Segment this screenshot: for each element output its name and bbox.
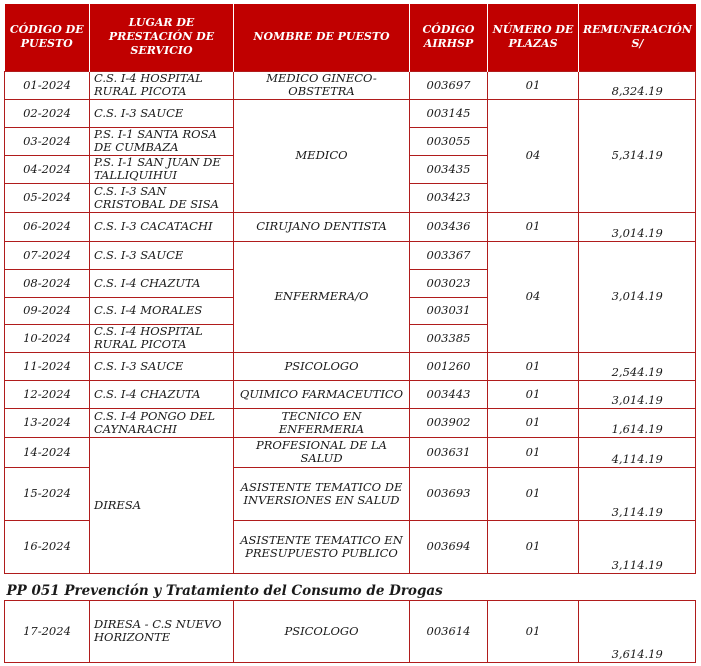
table-header-row [5,4,696,71]
table-row [5,241,696,269]
airhsp-cell: 003423 [410,183,488,212]
table-row [5,212,696,241]
plazas-cell: 01 [488,408,579,437]
nombre-cell-medico: MEDICO [234,99,410,212]
nombre-cell: TECNICO EN ENFERMERIA [234,408,410,437]
codigo-cell: 06-2024 [5,212,90,241]
airhsp-cell: 003023 [410,269,488,297]
table-row [5,352,696,380]
table-row [5,600,696,662]
codigo-cell: 02-2024 [5,99,90,127]
plazas-cell: 01 [488,467,579,520]
codigo-cell: 17-2024 [5,600,90,662]
nombre-cell: CIRUJANO DENTISTA [234,212,410,241]
airhsp-cell: 003145 [410,99,488,127]
lugar-cell: C.S. I-3 CACATACHI [90,212,234,241]
codigo-cell: 07-2024 [5,241,90,269]
remuneracion-cell: 3,114.19 [579,520,696,573]
lugar-cell: C.S. I-4 MORALES [90,297,234,324]
table-row [5,71,696,99]
codigo-cell: 04-2024 [5,155,90,183]
codigo-cell: 03-2024 [5,127,90,155]
nombre-cell: ASISTENTE TEMATICO DE INVERSIONES EN SALUD [234,467,410,520]
lugar-cell-diresa: DIRESA [90,437,234,573]
lugar-cell: C.S. I-3 SAUCE [90,99,234,127]
airhsp-cell: 003693 [410,467,488,520]
lugar-cell: C.S. I-4 PONGO DEL CAYNARACHI [90,408,234,437]
section-row [5,573,696,600]
nombre-cell: MEDICO GINECO-OBSTETRA [234,71,410,99]
nombre-cell: PSICOLOGO [234,352,410,380]
codigo-cell: 11-2024 [5,352,90,380]
airhsp-cell: 003436 [410,212,488,241]
codigo-cell: 01-2024 [5,71,90,99]
codigo-cell: 16-2024 [5,520,90,573]
airhsp-cell: 003435 [410,155,488,183]
lugar-cell: DIRESA - C.S NUEVO HORIZONTE [90,600,234,662]
lugar-cell: C.S. I-3 SAN CRISTOBAL DE SISA [90,183,234,212]
header-nombre: NOMBRE DE PUESTO [234,4,410,71]
nombre-cell-enfermera: ENFERMERA/O [234,241,410,352]
table-row [5,437,696,467]
header-lugar: LUGAR DE PRESTACIÓN DE SERVICIO [90,4,234,71]
remuneracion-cell-medico: 5,314.19 [579,99,696,212]
table-row [5,380,696,408]
plazas-cell-medico: 04 [488,99,579,212]
airhsp-cell: 001260 [410,352,488,380]
lugar-cell: C.S. I-4 HOSPITAL RURAL PICOTA [90,324,234,352]
remuneracion-cell: 3,114.19 [579,467,696,520]
codigo-cell: 09-2024 [5,297,90,324]
plazas-cell-enfermera: 04 [488,241,579,352]
plazas-cell: 01 [488,520,579,573]
codigo-cell: 05-2024 [5,183,90,212]
header-airhsp: CÓDIGO AIRHSP [410,4,488,71]
lugar-cell: C.S. I-3 SAUCE [90,241,234,269]
plazas-cell: 01 [488,352,579,380]
remuneracion-cell: 1,614.19 [579,408,696,437]
codigo-cell: 15-2024 [5,467,90,520]
table-row [5,99,696,127]
airhsp-cell: 003697 [410,71,488,99]
airhsp-cell: 003367 [410,241,488,269]
lugar-cell: P.S. I-1 SANTA ROSA DE CUMBAZA [90,127,234,155]
airhsp-cell: 003631 [410,437,488,467]
remuneracion-cell: 2,544.19 [579,352,696,380]
nombre-cell: QUIMICO FARMACEUTICO [234,380,410,408]
nombre-cell: PROFESIONAL DE LA SALUD [234,437,410,467]
codigo-cell: 12-2024 [5,380,90,408]
remuneracion-cell-enfermera: 3,014.19 [579,241,696,352]
lugar-cell: C.S. I-4 HOSPITAL RURAL PICOTA [90,71,234,99]
nombre-cell: PSICOLOGO [234,600,410,662]
header-remuneracion: REMUNERACIÓN S/ [579,4,696,71]
header-codigo-puesto: CÓDIGO DE PUESTO [5,4,90,71]
plazas-cell: 01 [488,380,579,408]
section-title: PP 051 Prevención y Tratamiento del Consumo de Drogas [5,573,696,600]
airhsp-cell: 003902 [410,408,488,437]
airhsp-cell: 003055 [410,127,488,155]
header-plazas: NÚMERO DE PLAZAS [488,4,579,71]
codigo-cell: 14-2024 [5,437,90,467]
plazas-table [4,4,696,663]
airhsp-cell: 003385 [410,324,488,352]
remuneracion-cell: 3,014.19 [579,212,696,241]
remuneracion-cell: 4,114.19 [579,437,696,467]
nombre-cell: ASISTENTE TEMATICO EN PRESUPUESTO PUBLICO [234,520,410,573]
airhsp-cell: 003694 [410,520,488,573]
lugar-cell: C.S. I-4 CHAZUTA [90,269,234,297]
lugar-cell: C.S. I-3 SAUCE [90,352,234,380]
plazas-cell: 01 [488,71,579,99]
lugar-cell: P.S. I-1 SAN JUAN DE TALLIQUIHUI [90,155,234,183]
codigo-cell: 13-2024 [5,408,90,437]
plazas-cell: 01 [488,212,579,241]
table-row [5,408,696,437]
codigo-cell: 08-2024 [5,269,90,297]
airhsp-cell: 003614 [410,600,488,662]
lugar-cell: C.S. I-4 CHAZUTA [90,380,234,408]
codigo-cell: 10-2024 [5,324,90,352]
airhsp-cell: 003031 [410,297,488,324]
remuneracion-cell: 8,324.19 [579,71,696,99]
plazas-cell: 01 [488,600,579,662]
plazas-cell: 01 [488,437,579,467]
airhsp-cell: 003443 [410,380,488,408]
remuneracion-cell: 3,014.19 [579,380,696,408]
remuneracion-cell: 3,614.19 [579,600,696,662]
